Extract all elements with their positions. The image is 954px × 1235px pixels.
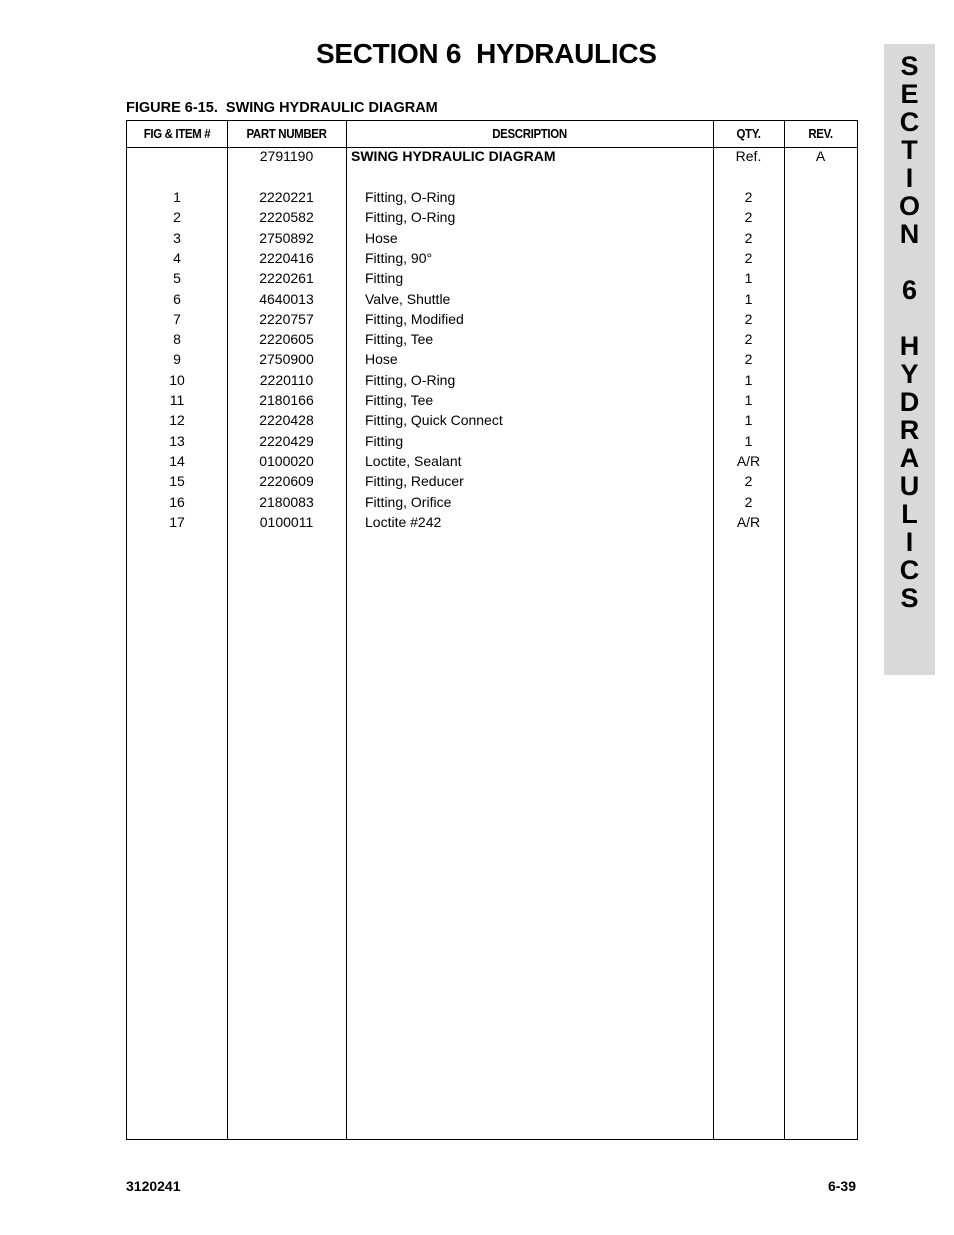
side-tab-letter: S xyxy=(900,583,919,613)
table-row-item-number: 9 xyxy=(173,351,181,368)
column-divider xyxy=(346,121,347,1139)
table-row-part-number: 4640013 xyxy=(259,290,314,307)
page-number: 6-39 xyxy=(827,1178,856,1194)
table-row-description: Loctite, Sealant xyxy=(365,452,462,469)
table-row-description: Hose xyxy=(365,351,398,368)
side-tab-letter: O xyxy=(898,191,920,221)
table-row-part-number: 2220582 xyxy=(259,209,314,226)
column-divider xyxy=(784,121,785,1139)
table-row-description: Fitting, O-Ring xyxy=(365,371,456,388)
table-row-item-number: 2 xyxy=(173,209,181,226)
table-row-part-number: 2180083 xyxy=(259,493,314,510)
table-row-quantity: 2 xyxy=(744,351,753,368)
table-row-part-number: 2220261 xyxy=(259,270,314,287)
table-row-quantity: 1 xyxy=(744,392,753,408)
header-part-number: PART NUMBER xyxy=(246,127,327,141)
side-tab-letter: T xyxy=(901,135,918,165)
side-tab-letter: D xyxy=(899,387,920,417)
side-tab-letter: L xyxy=(901,499,918,529)
table-row-part-number: 2220416 xyxy=(259,249,314,266)
table-row-description: Valve, Shuttle xyxy=(365,290,451,307)
side-tab-letters xyxy=(884,52,935,612)
table-row-part-number: 2220605 xyxy=(259,331,314,348)
table-row-description: Hose xyxy=(365,229,398,246)
page-title: SECTION 6 HYDRAULICS xyxy=(316,38,657,69)
table-row-item-number: 6 xyxy=(173,290,181,307)
document-number: 3120241 xyxy=(126,1178,181,1194)
figure-title: FIGURE 6-15. SWING HYDRAULIC DIAGRAM xyxy=(126,100,438,116)
assembly-qty: Ref. xyxy=(735,148,762,164)
table-row-description: Fitting, Modified xyxy=(365,310,464,327)
side-tab-letter: I xyxy=(905,163,914,193)
table-row-item-number: 11 xyxy=(169,392,185,408)
table-row-quantity: 2 xyxy=(744,229,753,246)
table-row-description: Fitting, Reducer xyxy=(365,473,464,490)
assembly-rev: A xyxy=(815,148,826,164)
table-row-item-number: 12 xyxy=(169,412,185,429)
table-row-description: Fitting, O-Ring xyxy=(365,189,456,205)
table-row-quantity: 1 xyxy=(744,412,753,429)
table-row-part-number: 2220609 xyxy=(259,473,314,490)
table-row-part-number: 0100011 xyxy=(259,513,314,530)
table-row-description: Fitting, Quick Connect xyxy=(365,412,503,429)
table-row-item-number: 14 xyxy=(169,452,185,469)
side-tab-letter: 6 xyxy=(901,275,918,305)
table-row-item-number: 7 xyxy=(173,310,181,327)
header-description: DESCRIPTION xyxy=(492,127,567,141)
table-row-quantity: 2 xyxy=(744,209,753,226)
parts-table xyxy=(126,120,858,1140)
table-row-item-number: 15 xyxy=(169,473,185,490)
table-row-part-number: 2220428 xyxy=(259,412,314,429)
table-row-item-number: 5 xyxy=(173,270,181,287)
table-row-item-number: 16 xyxy=(169,493,185,510)
table-row-item-number: 1 xyxy=(173,189,181,205)
table-row-quantity: 2 xyxy=(744,310,753,327)
table-row-quantity: 2 xyxy=(744,473,753,490)
side-tab-letter: C xyxy=(899,107,920,137)
table-row-quantity: 2 xyxy=(744,189,753,205)
table-row-quantity: 2 xyxy=(744,249,753,266)
table-row-part-number: 2220221 xyxy=(259,189,314,205)
side-tab-letter: U xyxy=(899,471,920,501)
side-tab-letter: C xyxy=(899,555,920,585)
table-row-item-number: 4 xyxy=(173,249,181,266)
assembly-part-number: 2791190 xyxy=(259,148,314,164)
table-row-description: Fitting, Tee xyxy=(365,331,434,348)
side-tab-letter: Y xyxy=(900,359,919,389)
table-row-description: Loctite #242 xyxy=(365,513,442,530)
table-row-item-number: 10 xyxy=(169,371,185,388)
table-row-item-number: 13 xyxy=(169,432,185,449)
table-row-quantity: A/R xyxy=(736,452,761,469)
table-row-part-number: 2180166 xyxy=(259,392,314,408)
table-row-part-number: 0100020 xyxy=(259,452,314,469)
header-rev: REV. xyxy=(808,127,833,141)
table-row-description: Fitting, Orifice xyxy=(365,493,452,510)
table-row-part-number: 2220110 xyxy=(259,371,314,388)
side-tab-letter: R xyxy=(899,415,920,445)
side-tab-letter: A xyxy=(899,443,920,473)
table-row-item-number: 8 xyxy=(173,331,181,348)
side-tab-letter: I xyxy=(905,527,914,557)
table-row-part-number: 2750900 xyxy=(259,351,314,368)
table-row-part-number: 2750892 xyxy=(259,229,314,246)
table-row-description: Fitting xyxy=(365,432,404,449)
section-side-tab xyxy=(884,44,935,675)
side-tab-letter: E xyxy=(900,79,919,109)
table-row-quantity: 1 xyxy=(744,432,753,449)
table-row-quantity: 1 xyxy=(744,371,753,388)
table-row-quantity: 1 xyxy=(744,290,753,307)
table-row-item-number: 3 xyxy=(173,229,181,246)
table-row-description: Fitting xyxy=(365,270,404,287)
side-tab-letter: H xyxy=(899,331,920,361)
header-qty: QTY. xyxy=(736,127,761,141)
table-row-part-number: 2220429 xyxy=(259,432,314,449)
table-row-part-number: 2220757 xyxy=(259,310,314,327)
table-row-description: Fitting, Tee xyxy=(365,392,434,408)
table-row-quantity: 2 xyxy=(744,331,753,348)
table-row-item-number: 17 xyxy=(169,513,185,530)
table-row-quantity: A/R xyxy=(736,513,761,530)
table-row-description: Fitting, 90° xyxy=(365,249,433,266)
table-row-quantity: 2 xyxy=(744,493,753,510)
header-item: FIG & ITEM # xyxy=(143,127,211,141)
table-row-quantity: 1 xyxy=(744,270,753,287)
side-tab-letter: S xyxy=(900,51,919,81)
side-tab-letter: N xyxy=(899,219,920,249)
assembly-description: SWING HYDRAULIC DIAGRAM xyxy=(351,148,556,164)
table-row-description: Fitting, O-Ring xyxy=(365,209,456,226)
